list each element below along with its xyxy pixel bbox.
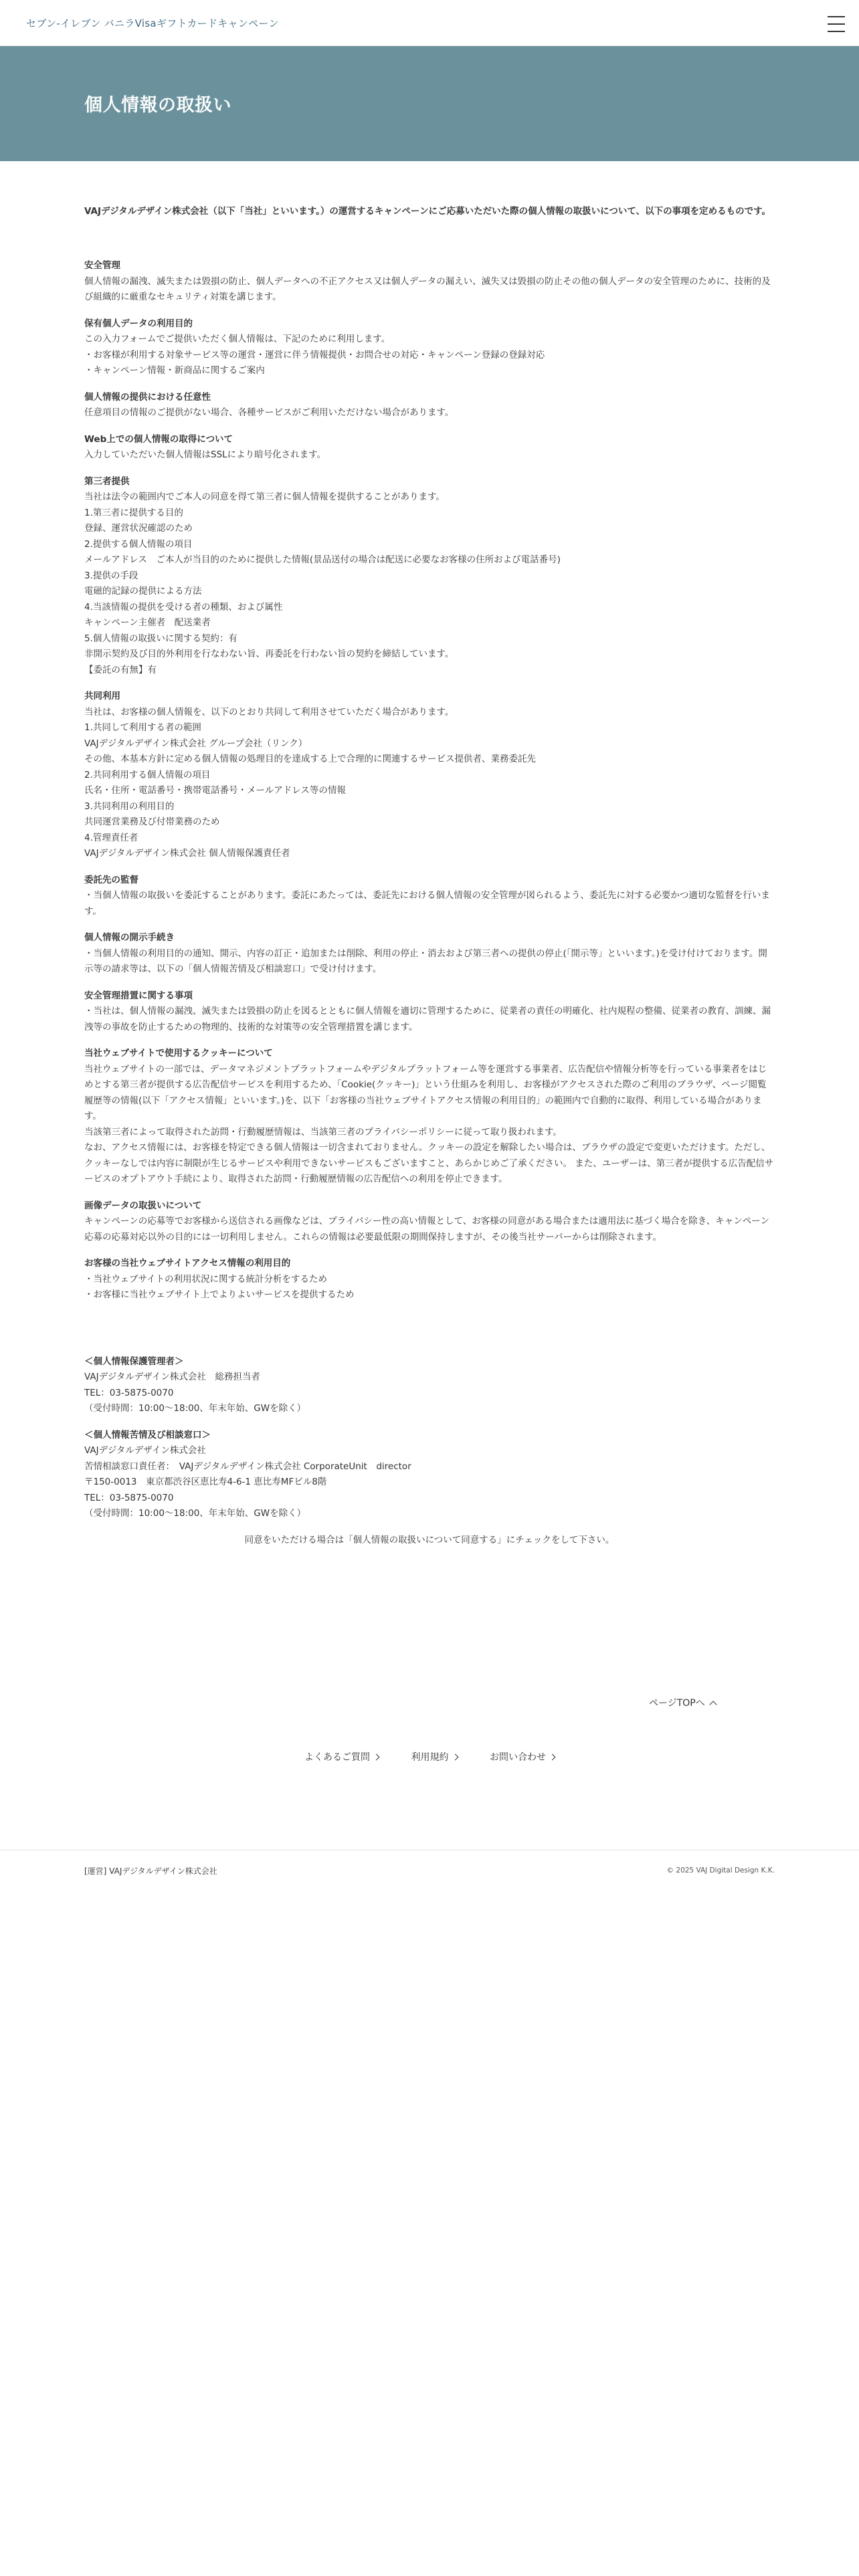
footer-link-terms[interactable] <box>411 1750 458 1763</box>
policy-section <box>84 689 775 862</box>
chevron-right-icon <box>452 1754 458 1761</box>
footer-operator: [運営] VAJデジタルデザイン株式会社 <box>84 1866 217 1876</box>
policy-section <box>84 1046 775 1188</box>
contacts-list <box>84 1354 775 1522</box>
section-heading: 個人情報の開示手続き <box>84 932 175 943</box>
chevron-right-icon <box>373 1754 380 1761</box>
footer-link-faq[interactable] <box>304 1750 379 1763</box>
section-body: 当社は、お客様の個人情報を、以下のとおり共同して利用させていただく場合があります。 1.共同して利用する者の範囲 VAJデジタルデザイン株式会社 グループ会社（リンク） その他、本基本方針に定める個人情報の処理目的を達成する上で合理的に関連するサービス提供者、業務委託先 2.共同利用する個人情報の項目 氏名・住所・電話番号・携帯電話番号・メールアドレス等の情報 3.共同利用の利用目的 共同運営業務及び付帯業務のため 4.管理責任者 VAJデジタルデザイン株式会社 個人情報保護責任者 <box>84 706 536 859</box>
site-title-link[interactable]: セブン-イレブン バニラVisaギフトカードキャンペーン <box>26 17 279 29</box>
contact-heading: ＜個人情報苦情及び相談窓口＞ <box>84 1429 211 1440</box>
section-body: 当社ウェブサイトの一部では、データマネジメントプラットフォームやデジタルプラットフォーム等を運営する事業者、広告配信や情報分析等を行っている事業者をはじめとする第三者が提供する広告配信サービスを利用するため、「Cookie(クッキー)」という仕組みを利用し、お客様がアクセスされた際のご利用のブラウザ、ページ閲覧履歴等の情報(以下「アクセス情報」といいます。)を、以下「お客様の当社ウェブサイトアクセス情報の利用目的」の範囲内で自動的に取得、利用している場合があります。 当該第三者によって取得された訪問・行動履歴情報は、当該第三者のプライバシーポリシーに従って取り扱われます。 なお、アクセス情報には、お客様を特定できる個人情報は一切含まれておりません。クッキーの設定を解除したい場合は、ブラウザの設定で変更いただけます。ただし、クッキーなしでは内容に制限が生じるサービスや利用できないサービスもございますこと、あらかじめご了承ください。 また、ユーザーは、第三者が提供する広告配信サービスのオプトアウト手続により、取得された訪問・行動履歴情報の広告配信への利用を停止できます。 <box>84 1063 774 1184</box>
footer-copyright: © 2025 VAJ Digital Design K.K. <box>666 1866 775 1874</box>
section-body: 当社は法令の範囲内でご本人の同意を得て第三者に個人情報を提供することがあります。 1.第三者に提供する目的 登録、運営状況確認のため 2.提供する個人情報の項目 メールアドレス ご本人が当目的のために提供した情報(景品送付の場合は配送に必要なお客様の住所および電話番号) 3.提供の手段 電磁的記録の提供による方法 4.当該情報の提供を受ける者の種類、および属性 キャンペーン主催者 配送業者 5.個人情報の取扱いに関する契約：有 非開示契約及び目的外利用を行なわない旨、再委託を行わない旨の契約を締結しています。 【委託の有無】有 <box>84 492 561 675</box>
section-body: ・当個人情報の利用目的の通知、開示、内容の訂正・追加または削除、利用の停止・消去および第三者への提供の停止(「開示等」といいます。)を受け付けております。開示等の請求等は、以下の「個人情報苦情及び相談窓口」で受け付けます。 <box>84 948 767 974</box>
site-header <box>0 0 859 46</box>
footer-link-label: よくあるご質問 <box>304 1752 371 1763</box>
section-body: この入力フォームでご提供いただく個人情報は、下記のために利用します。 ・お客様が利用する対象サービス等の運営・運営に伴う情報提供・お問合せの対応・キャンペーン登録の登録対応 ・キャンペーン情報・新商品に関するご案内 <box>84 334 545 376</box>
page-top-label: ページTOPへ <box>649 1698 705 1709</box>
footer-link-contact[interactable] <box>490 1750 555 1763</box>
policy-section <box>84 930 775 978</box>
section-heading: 保有個人データの利用目的 <box>84 318 193 329</box>
contact-block <box>84 1428 775 1522</box>
section-body: 任意項目の情報のご提供がない場合、各種サービスがご利用いただけない場合があります。 <box>84 407 454 418</box>
chevron-right-icon <box>549 1754 556 1761</box>
policy-section <box>84 390 775 421</box>
section-heading: 安全管理 <box>84 260 120 271</box>
section-body: 個人情報の漏洩、滅失または毀損の防止、個人データへの不正アクセス又は個人データの漏えい、滅失又は毀損の防止その他の個人データの安全管理のために、技術的及び組織的に厳重なセキュリティ対策を講じます。 <box>84 276 771 302</box>
section-heading: 当社ウェブサイトで使用するクッキーについて <box>84 1048 273 1059</box>
section-heading: 安全管理措置に関する事項 <box>84 990 193 1001</box>
section-body: ・当個人情報の取扱いを委託することがあります。委託にあたっては、委託先における個人情報の安全管理が図られるよう、委託先に対する必要かつ適切な監督を行います。 <box>84 890 770 917</box>
section-heading: お客様の当社ウェブサイトアクセス情報の利用目的 <box>84 1258 291 1269</box>
policy-section <box>84 316 775 379</box>
policy-section <box>84 988 775 1036</box>
section-heading: 画像データの取扱いについて <box>84 1200 202 1211</box>
footer-links <box>0 1750 859 1763</box>
section-heading: Web上での個人情報の取得について <box>84 433 233 445</box>
policy-section <box>84 1198 775 1246</box>
policy-section <box>84 1256 775 1303</box>
page-top-link[interactable] <box>649 1696 716 1709</box>
sections-list <box>84 258 775 1303</box>
section-body: キャンペーンの応募等でお客様から送信される画像などは、プライバシー性の高い情報として、お客様の同意がある場合または適用法に基づく場合を除き、キャンペーン応募の応募対応以外の目的には一切利用しません。これらの情報は必要最低限の期間保持しますが、その後当社サーバーからは削除されます。 <box>84 1216 769 1243</box>
site-footer <box>0 1850 859 1888</box>
policy-section <box>84 432 775 463</box>
contact-body: VAJデジタルデザイン株式会社 総務担当者 TEL：03-5875-0070 （受付時間：10:00〜18:00、年末年始、GWを除く） <box>84 1372 306 1414</box>
intro-text: VAJデジタルデザイン株式会社（以下「当社」といいます。）の運営するキャンペーンにご応募いただいた際の個人情報の取扱いについて、以下の事項を定めるものです。 <box>84 206 771 217</box>
section-body: ・当社ウェブサイトの利用状況に関する統計分析をするため ・お客様に当社ウェブサイト上でよりよいサービスを提供するため <box>84 1273 355 1300</box>
chevron-up-icon <box>709 1701 717 1708</box>
contact-body: VAJデジタルデザイン株式会社 苦情相談窓口責任者： VAJデジタルデザイン株式会社 CorporateUnit director 〒150-0013 東京都渋谷区恵比寿4-6-1 恵比寿MFビル8階 TEL：03-5875-0070 （受付時間：10:00〜18:00、年末年始、GWを除く） <box>84 1445 411 1519</box>
privacy-content <box>84 203 775 1548</box>
section-body: 入力していただいた個人情報はSSLにより暗号化されます。 <box>84 449 326 460</box>
footer-link-label: 利用規約 <box>411 1752 449 1763</box>
section-heading: 共同利用 <box>84 691 120 702</box>
agree-note: 同意をいただける場合は「個人情報の取扱いについて同意する」にチェックをして下さい。 <box>244 1534 615 1545</box>
hero-banner <box>0 46 859 161</box>
section-body: ・当社は、個人情報の漏洩、滅失または毀損の防止を図るとともに個人情報を適切に管理するために、従業者の責任の明確化、社内規程の整備、従業者の教育、訓練、漏洩等の事故を防止するための物理的、技術的な対策等の安全管理措置を講じます。 <box>84 1006 771 1033</box>
footer-link-label: お問い合わせ <box>489 1752 546 1763</box>
contact-block <box>84 1354 775 1417</box>
policy-section <box>84 474 775 679</box>
policy-section <box>84 873 775 920</box>
section-heading: 個人情報の提供における任意性 <box>84 391 211 403</box>
policy-section <box>84 258 775 306</box>
hamburger-icon[interactable] <box>828 16 845 33</box>
page-title: 個人情報の取扱い <box>84 95 231 116</box>
section-heading: 第三者提供 <box>84 475 130 487</box>
contact-heading: ＜個人情報保護管理者＞ <box>84 1356 184 1367</box>
section-heading: 委託先の監督 <box>84 874 138 885</box>
